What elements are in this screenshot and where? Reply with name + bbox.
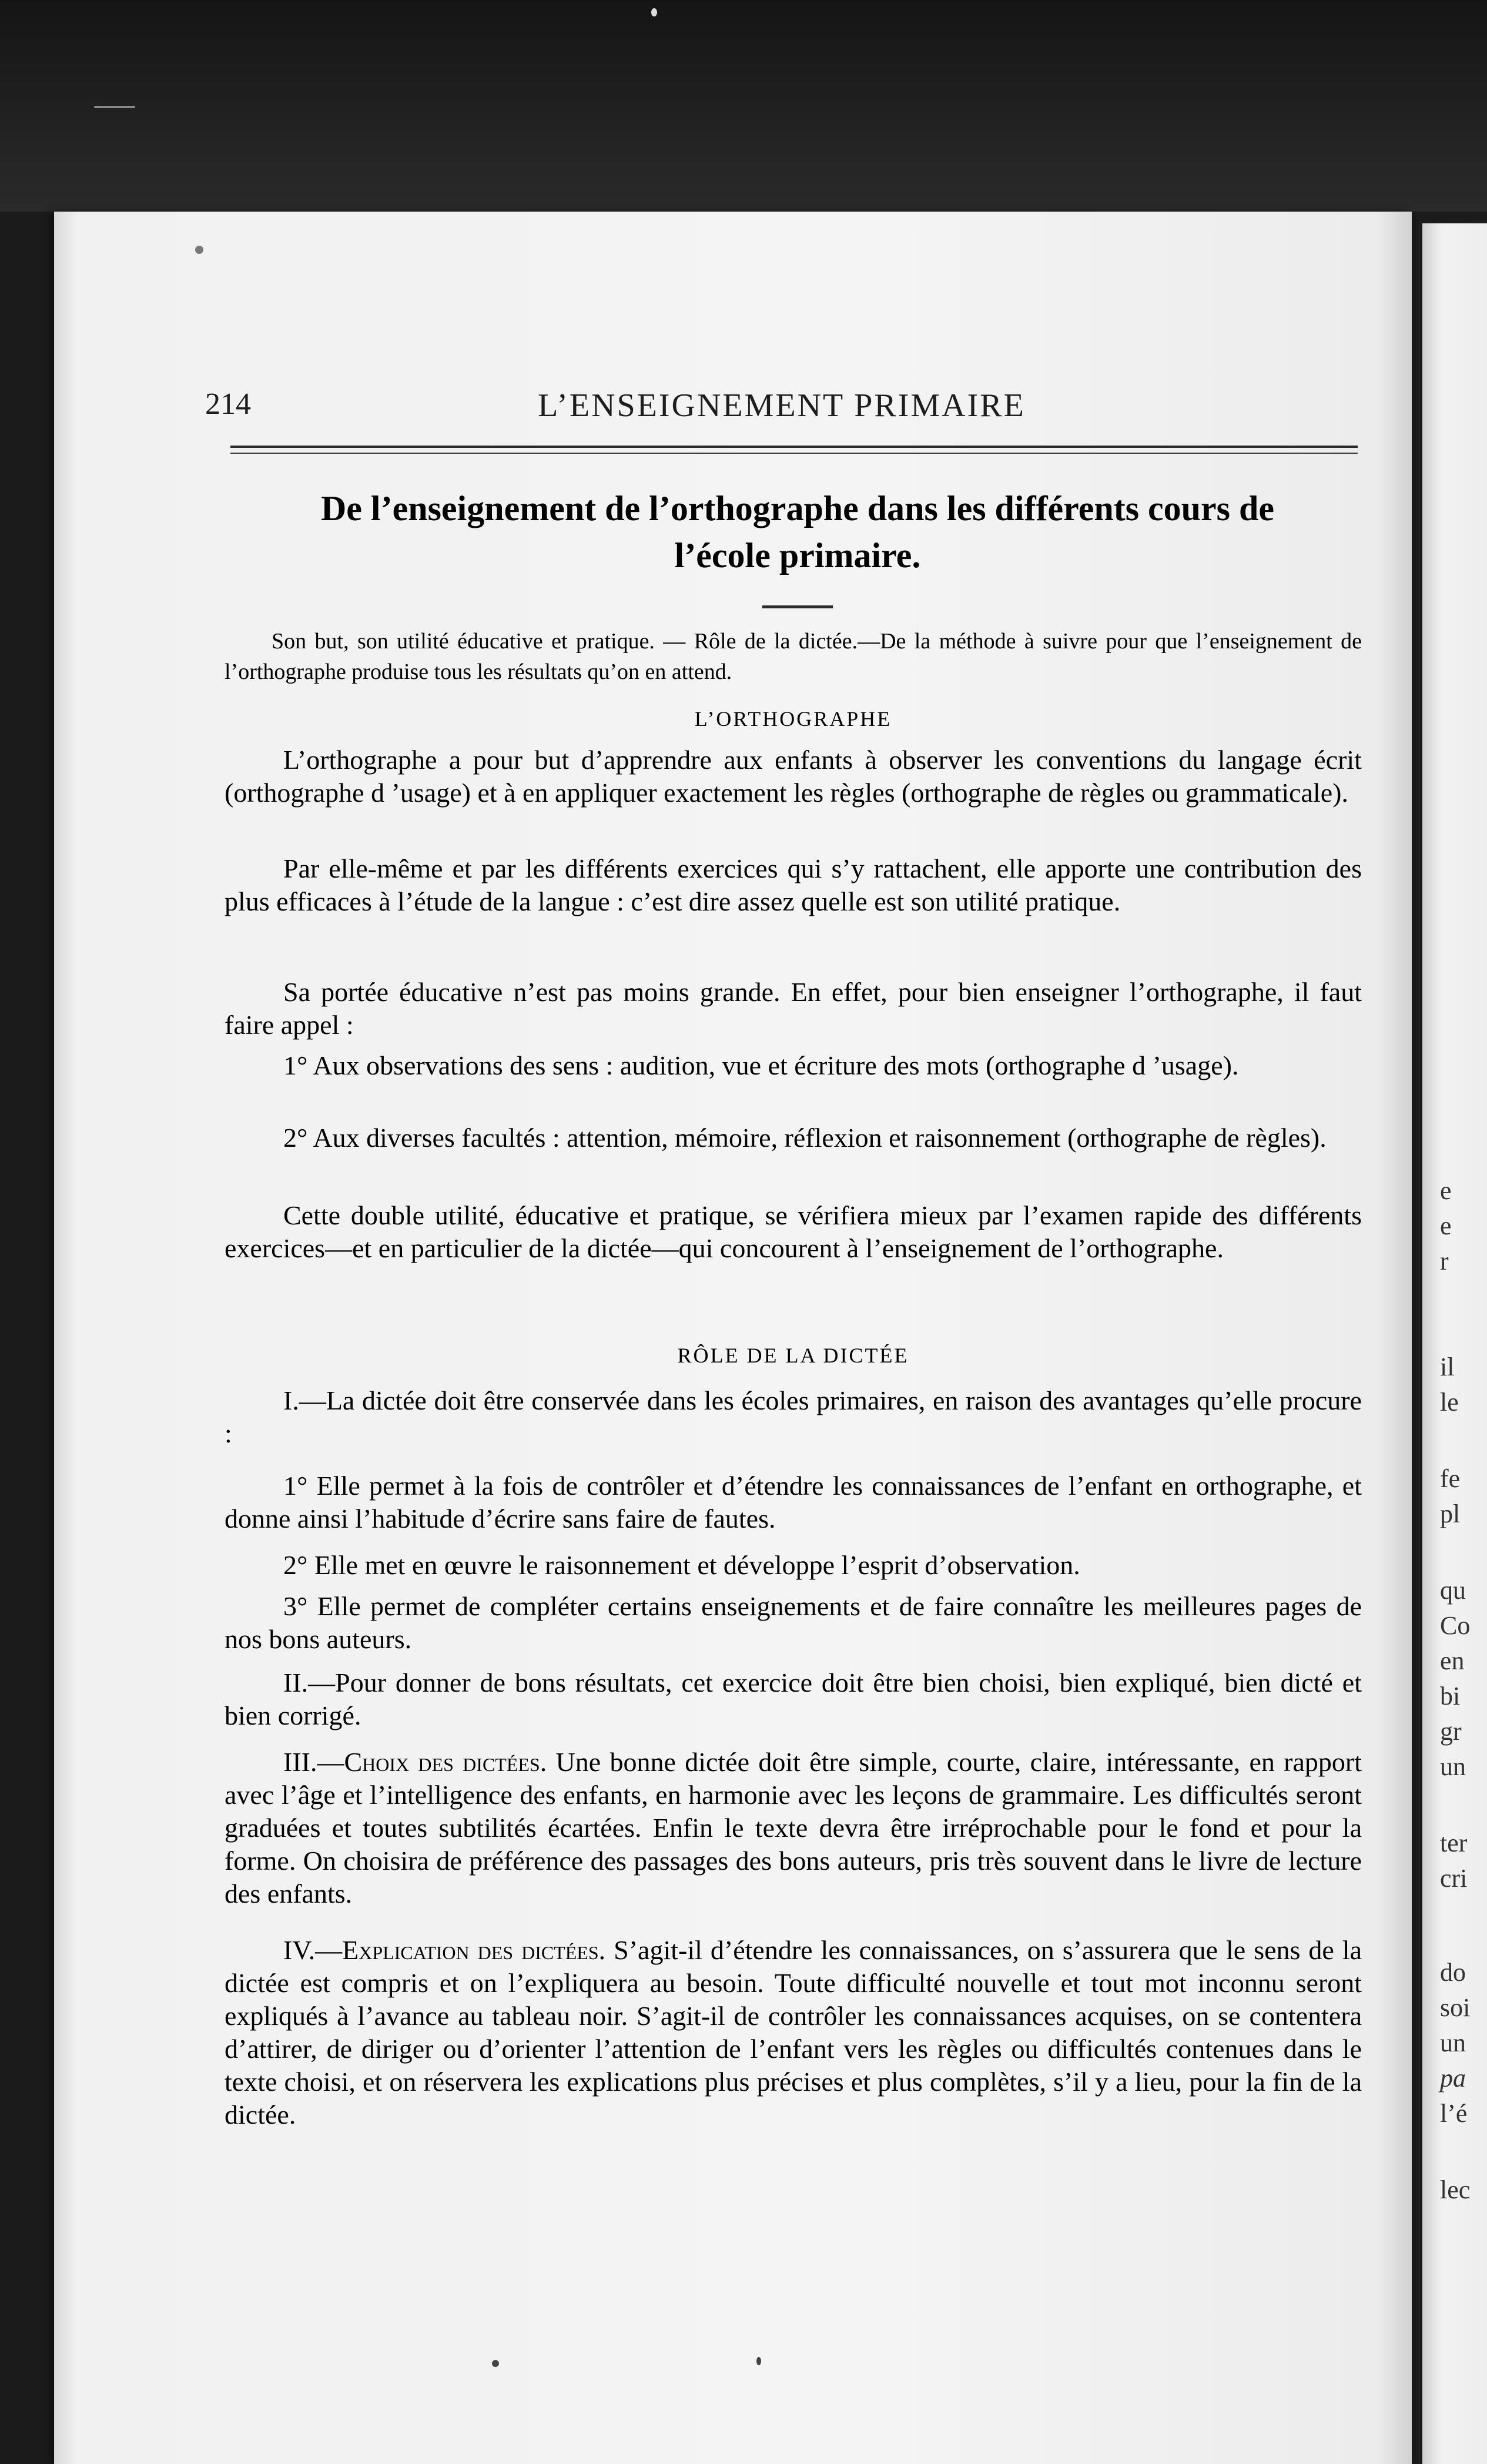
paragraph: L’orthographe a pour but d’apprendre aux enfants à observer les conventions du langage écrit (orthographe d ’usage) et à en appliquer exactement les règles (orthographe de règles ou grammaticale). bbox=[225, 745, 1362, 808]
section-heading: RÔLE DE LA DICTÉE bbox=[677, 1344, 909, 1367]
article-summary: Son but, son utilité éducative et pratique. — Rôle de la dictée.—De la méthode à suivre pour que l’enseignement de l’orthographe produise tous les résultats qu’on en attend. bbox=[225, 629, 1362, 684]
paragraph-text: Une bonne dictée doit être simple, courte, claire, intéressante, en rapport avec l’âge et l’intelligence des enfants, en harmonie avec les leçons de grammaire. Les difficultés seront graduées et toutes subtilités écartées. Enfin le texte devra être irréprochable pour le fond et pour la forme. On choisira de préférence des passages des bons auteurs, pris très souvent dans le livre de lecture des enfants. bbox=[225, 1747, 1362, 1909]
paragraph bbox=[225, 1934, 1362, 2131]
paragraph: 2° Aux diverses facultés : attention, mémoire, réflexion et raisonnement (orthographe de règles). bbox=[283, 1123, 1327, 1153]
facing-fragment: ter bbox=[1440, 1829, 1468, 1857]
facing-fragment: pa bbox=[1440, 2064, 1466, 2093]
facing-fragment: le bbox=[1440, 1388, 1459, 1417]
paragraph bbox=[225, 1746, 1362, 1910]
paragraph: 3° Elle permet de compléter certains enseignements et de faire connaître les meilleures pages de nos bons auteurs. bbox=[225, 1591, 1362, 1654]
facing-fragment: e bbox=[1440, 1176, 1452, 1205]
facing-fragment: Co bbox=[1440, 1611, 1471, 1640]
facing-fragment: soi bbox=[1440, 1993, 1471, 2022]
facing-fragment: do bbox=[1440, 1958, 1466, 1987]
paragraph: Sa portée éducative n’est pas moins grande. En effet, pour bien enseigner l’orthographe, il faut faire appel : bbox=[225, 977, 1362, 1040]
paragraph: 2° Elle met en œuvre le raisonnement et développe l’esprit d’observation. bbox=[283, 1550, 1080, 1580]
paragraph: I.—La dictée doit être conservée dans les écoles primaires, en raison des avantages qu’elle procure : bbox=[225, 1385, 1362, 1448]
header-rule bbox=[230, 446, 1358, 448]
facing-fragment: gr bbox=[1440, 1717, 1462, 1746]
book-page bbox=[54, 212, 1412, 2464]
facing-fragment: fe bbox=[1440, 1464, 1461, 1493]
paragraph: 1° Elle permet à la fois de contrôler et d’étendre les connaissances de l’enfant en orthographe, et donne ainsi l’habitude d’écrire sans faire de fautes. bbox=[225, 1471, 1362, 1534]
paragraph-heading: III.—Choix des dictées. bbox=[283, 1747, 547, 1777]
page-speck bbox=[195, 246, 203, 254]
page-speck bbox=[492, 2360, 499, 2367]
paragraph: II.—Pour donner de bons résultats, cet exercice doit être bien choisi, bien expliqué, bien dicté et bien corrigé. bbox=[225, 1668, 1362, 1730]
header-rule-thin bbox=[230, 453, 1358, 454]
page-header bbox=[204, 382, 1359, 435]
film-speck bbox=[94, 106, 135, 108]
facing-fragment: qu bbox=[1440, 1576, 1466, 1605]
facing-fragment: l’é bbox=[1440, 2099, 1468, 2128]
facing-fragment: un bbox=[1440, 1752, 1466, 1781]
paragraph: 1° Aux observations des sens : audition, vue et écriture des mots (orthographe d ’usage). bbox=[283, 1050, 1239, 1080]
facing-fragment: r bbox=[1440, 1247, 1449, 1275]
article-title-line: l’école primaire. bbox=[674, 536, 921, 575]
paragraph: Par elle-même et par les différents exercices qui s’y rattachent, elle apporte une contribution des plus efficaces à l’étude de la langue : c’est dire assez quelle est son utilité pratique. bbox=[225, 853, 1362, 916]
article-title-line: De l’enseignement de l’orthographe dans les différents cours de bbox=[320, 489, 1275, 528]
title-rule bbox=[762, 605, 833, 608]
scan-top-border bbox=[0, 0, 1487, 212]
facing-fragment: bi bbox=[1440, 1682, 1461, 1710]
facing-fragment: un bbox=[1440, 2028, 1466, 2057]
paragraph: Cette double utilité, éducative et pratique, se vérifiera mieux par l’examen rapide des différents exercices—et en particulier de la dictée—qui concourent à l’enseignement de l’orthographe. bbox=[225, 1200, 1362, 1263]
paragraph-heading: IV.—Explication des dictées. bbox=[283, 1935, 606, 1965]
section-heading: L’ORTHOGRAPHE bbox=[694, 707, 892, 731]
facing-fragment: lec bbox=[1440, 2175, 1471, 2204]
article-title bbox=[225, 485, 1371, 579]
page-number: 214 bbox=[205, 387, 251, 421]
facing-fragment: e bbox=[1440, 1211, 1452, 1240]
film-speck bbox=[651, 8, 657, 16]
facing-fragment: il bbox=[1440, 1352, 1455, 1381]
facing-fragment: cri bbox=[1440, 1864, 1468, 1893]
facing-fragment: pl bbox=[1440, 1499, 1461, 1528]
running-head: L’ENSEIGNEMENT PRIMAIRE bbox=[538, 387, 1026, 424]
paragraph-text: S’agit-il d’étendre les connaissances, on s’assurera que le sens de la dictée est compris et on l’expliquera au besoin. Toute difficulté nouvelle et tout mot inconnu seront expliqués à l’avance au tableau noir. S’agit-il de contrôler les connaissances acquises, on se contentera d’attirer, de diriger ou d’orienter l’attention de l’enfant vers les règles ou difficultés contenues dans le texte choisi, et on réservera les explications plus précises et plus complètes, s’il y a lieu, pour la fin de la dictée. bbox=[225, 1935, 1362, 2130]
facing-fragment: en bbox=[1440, 1646, 1465, 1675]
page-speck bbox=[756, 2357, 761, 2365]
facing-page-edge bbox=[1422, 223, 1487, 2464]
